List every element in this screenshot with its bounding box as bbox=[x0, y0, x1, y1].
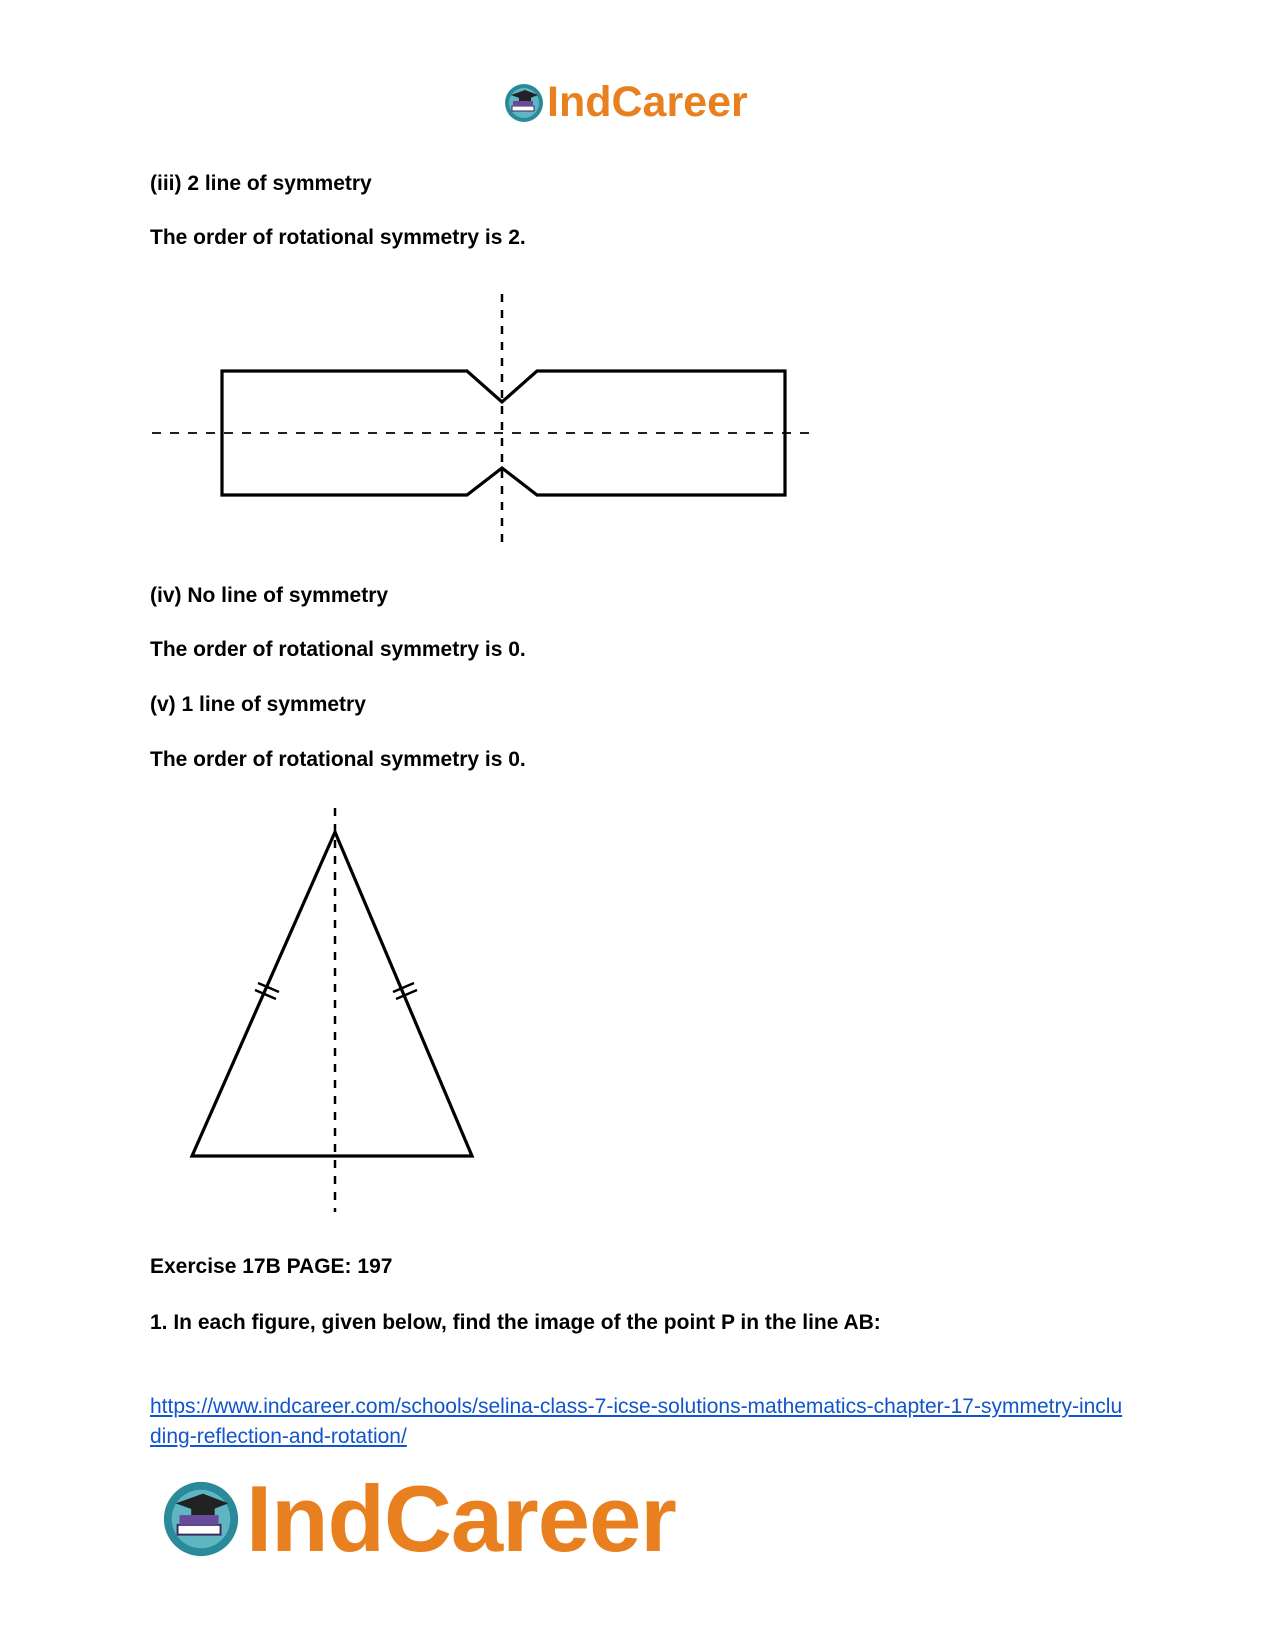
source-link[interactable]: https://www.indcareer.com/schools/selina-class-7-icse-solutions-mathematics-chapter-17-symmetry-including-reflection-and-rotation/ bbox=[150, 1395, 1123, 1448]
figure-notched-rectangle bbox=[140, 290, 820, 550]
footer-logo bbox=[160, 1465, 676, 1573]
part-v-order: The order of rotational symmetry is 0. bbox=[150, 748, 526, 771]
logo-wordmark: IndCareer bbox=[246, 1466, 676, 1571]
question-1: 1. In each figure, given below, find the image of the point P in the line AB: bbox=[150, 1311, 881, 1334]
exercise-heading: Exercise 17B PAGE: 197 bbox=[150, 1255, 393, 1278]
logo-emblem-icon bbox=[160, 1478, 242, 1560]
logo-wordmark: IndCareer bbox=[547, 78, 748, 126]
figure-isosceles-triangle bbox=[180, 800, 480, 1220]
logo-emblem-icon bbox=[503, 82, 545, 124]
part-iii-heading: (iii) 2 line of symmetry bbox=[150, 172, 372, 195]
header-logo bbox=[503, 78, 748, 127]
part-iii-order: The order of rotational symmetry is 2. bbox=[150, 226, 526, 249]
part-iv-order: The order of rotational symmetry is 0. bbox=[150, 638, 526, 661]
part-iv-heading: (iv) No line of symmetry bbox=[150, 584, 389, 607]
isosceles-triangle-shape bbox=[192, 832, 472, 1156]
part-v-heading: (v) 1 line of symmetry bbox=[150, 693, 366, 716]
